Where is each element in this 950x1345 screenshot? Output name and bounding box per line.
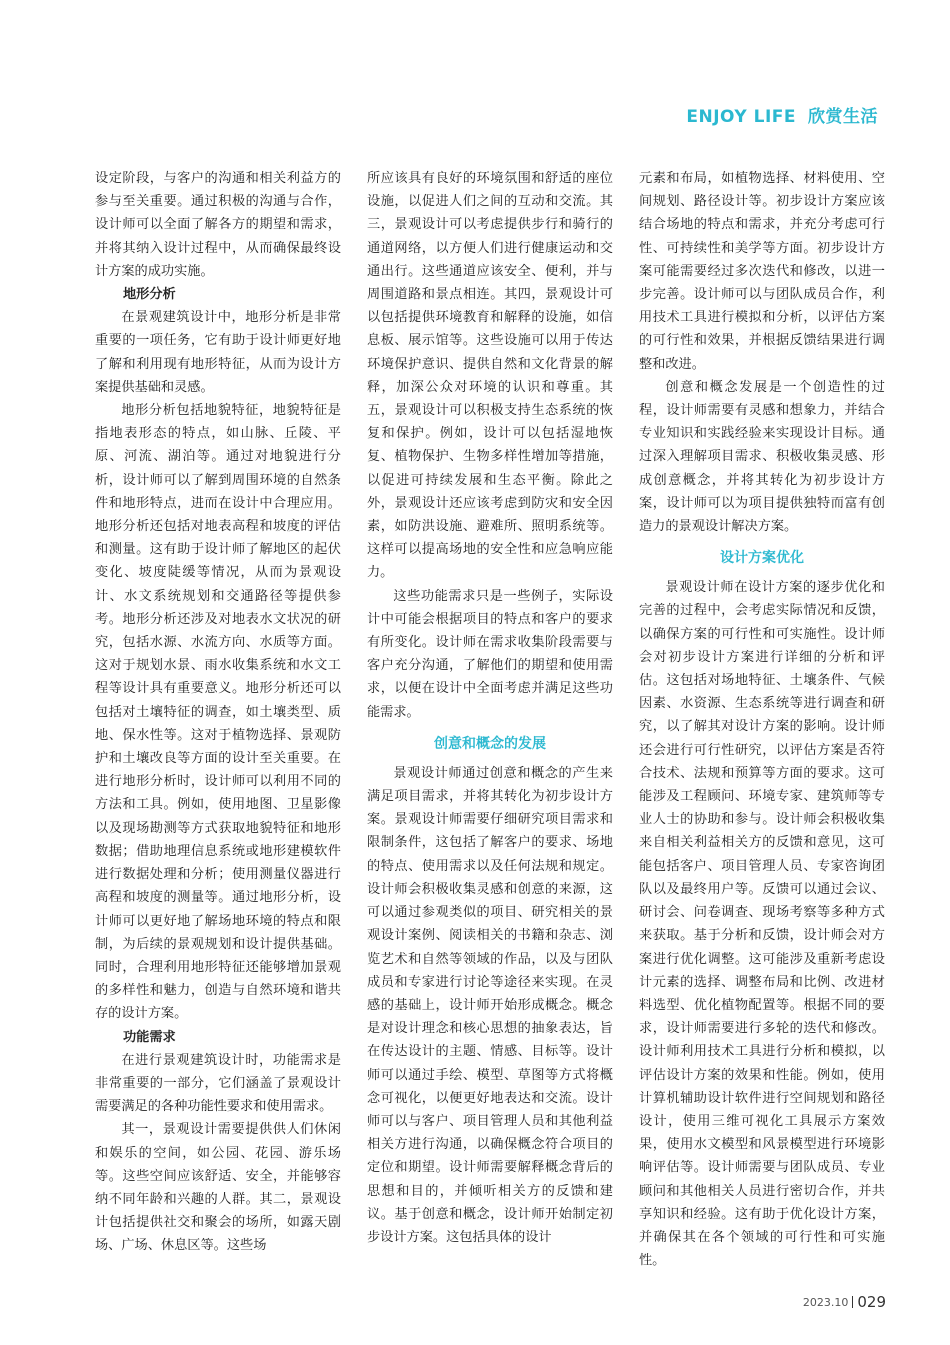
footer-divider: [852, 1296, 853, 1308]
paragraph: 设定阶段，与客户的沟通和相关利益方的参与至关重要。通过积极的沟通与合作，设计师可以全面了解各方的期望和需求，并将其纳入设计过程中，从而确保最终设计方案的成功实施。: [95, 171, 341, 279]
paragraph: 在景观建筑设计中，地形分析是非常重要的一项任务，它有助于设计师更好地了解和利用现有地形特征，从而为设计方案提供基础和灵感。: [95, 310, 341, 395]
issue-date: 2023.10: [802, 1296, 849, 1309]
column-3: [639, 167, 885, 1272]
paragraph: 地形分析包括地貌特征，地貌特征是指地表形态的特点，如山脉、丘陵、平原、河流、湖泊等。通过对地貌进行分析，设计师可以了解到周围环境的自然条件和地形特点，进而在设计中合理应用。地形分析还包括对地表高程和坡度的评估和测量。这有助于设计师了解地区的起伏变化、坡度陡缓等情况，从而为景观设计、水文系统规划和交通路径等提供参考。地形分析还涉及对地表水文状况的研究，包括水源、水流方向、水质等方面。这对于规划水景、雨水收集系统和水文工程等设计具有重要意义。地形分析还可以包括对土壤特征的调查，如土壤类型、质地、保水性等。这对于植物选择、景观防护和土壤改良等方面的设计至关重要。在进行地形分析时，设计师可以利用不同的方法和工具。例如，使用地图、卫星影像以及现场勘测等方式获取地貌特征和地形数据；借助地理信息系统或地形建模软件进行数据处理和分析；使用测量仪器进行高程和坡度的测量等。通过地形分析，设计师可以更好地了解场地环境的特点和限制，为后续的景观规划和设计提供基础。同时，合理利用地形特征还能够增加景观的多样性和魅力，创造与自然环境和谐共存的设计方案。: [95, 403, 341, 1022]
paragraph: 所应该具有良好的环境氛围和舒适的座位设施，以促进人们之间的互动和交流。其三，景观设计可以考虑提供步行和骑行的通道网络，以方便人们进行健康运动和交通出行。这些通道应该安全、便利，并与周围道路和景点相连。其四，景观设计可以包括提供环境教育和解释的设施，如信息板、展示馆等。这些设施可以用于传达环境保护意识、提供自然和文化背景的解释，加深公众对环境的认识和尊重。其五，景观设计可以积极支持生态系统的恢复和保护。例如，设计可以包括湿地恢复、植物保护、生物多样性增加等措施，以促进可持续发展和生态平衡。除此之外，景观设计还应该考虑到防灾和安全因素，如防洪设施、避难所、照明系统等。这样可以提高场地的安全性和应急响应能力。: [367, 171, 613, 581]
paragraph: 创意和概念发展是一个创造性的过程，设计师需要有灵感和想象力，并结合专业知识和实践经验来实现设计目标。通过深入理解项目需求、积极收集灵感、形成创意概念，并将其转化为初步设计方案，设计师可以为项目提供独特而富有创造力的景观设计解决方案。: [639, 379, 885, 535]
paragraph: 景观设计师在设计方案的逐步优化和完善的过程中，会考虑实际情况和反馈，以确保方案的可行性和可实施性。设计师会对初步设计方案进行详细的分析和评估。这包括对场地特征、土壤条件、气候因素、水资源、生态系统等进行调查和研究，以了解其对设计方案的影响。设计师还会进行可行性研究，以评估方案是否符合技术、法规和预算等方面的要求。这可能涉及工程顾问、环境专家、建筑师等专业人士的协助和参与。设计师会积极收集来自相关利益相关方的反馈和意见，这可能包括客户、项目管理人员、专家咨询团队以及最终用户等。反馈可以通过会议、研讨会、问卷调查、现场考察等多种方式来获取。基于分析和反馈，设计师会对方案进行优化调整。这可能涉及重新考虑设计元素的选择、调整布局和比例、改进材料选型、优化植物配置等。根据不同的要求，设计师需要进行多轮的迭代和修改。设计师利用技术工具进行分析和模拟，以评估设计方案的效果和性能。例如，使用计算机辅助设计软件进行空间规划和路径设计，使用三维可视化工具展示方案效果，使用水文模型和风景模型进行环境影响评估等。设计师需要与团队成员、专业顾问和其他相关人员进行密切合作，并共享知识和经验。这有助于优化设计方案，并确保其在各个领域的可行性和可实施性。: [639, 580, 885, 1269]
paragraph: 元素和布局，如植物选择、材料使用、空间规划、路径设计等。初步设计方案应该结合场地的特点和需求，并充分考虑可行性、可持续性和美学等方面。初步设计方案可能需要经过多次迭代和修改，以进一步完善。设计师可以与团队成员合作，利用技术工具进行模拟和分析，以评估方案的可行性和效果，并根据反馈结果进行调整和改进。: [639, 171, 885, 372]
section-heading-optimize: 设计方案优化: [720, 550, 804, 567]
subheading-function: 功能需求: [123, 1029, 176, 1045]
paragraph: 在进行景观建筑设计时，功能需求是非常重要的一部分，它们涵盖了景观设计需要满足的各种功能性要求和使用需求。: [95, 1052, 341, 1115]
paragraph: 其一，景观设计需要提供供人们休闲和娱乐的空间，如公园、花园、游乐场等。这些空间应该舒适、安全，并能够容纳不同年龄和兴趣的人群。其二，景观设计包括提供社交和聚会的场所，如露天剧场、广场、休息区等。这些场: [95, 1122, 341, 1254]
subheading-terrain: 地形分析: [123, 287, 176, 303]
section-heading-creative: 创意和概念的发展: [434, 735, 546, 752]
paragraph: 景观设计师通过创意和概念的产生来满足项目需求，并将其转化为初步设计方案。景观设计师需要仔细研究项目需求和限制条件，这包括了解客户的要求、场地的特点、使用需求以及任何法规和规定。设计师会积极收集灵感和创意的来源，这可以通过参观类似的项目、研究相关的景观设计案例、阅读相关的书籍和杂志、浏览艺术和自然等领域的作品，以及与团队成员和专家进行讨论等途径来实现。在灵感的基础上，设计师开始形成概念。概念是对设计理念和核心思想的抽象表达，旨在传达设计的主题、情感、目标等。设计师可以通过手绘、模型、草图等方式将概念可视化，以便更好地表达和交流。设计师可以与客户、项目管理人员和其他利益相关方进行沟通，以确保概念符合项目的定位和期望。设计师需要解释概念背后的思想和目的，并倾听相关方的反馈和建议。基于创意和概念，设计师开始制定初步设计方案。这包括具体的设计: [367, 765, 613, 1245]
paragraph: 这些功能需求只是一些例子，实际设计中可能会根据项目的特点和客户的要求有所变化。设计师在需求收集阶段需要与客户充分沟通，了解他们的期望和使用需求，以便在设计中全面考虑并满足这些功能需求。: [367, 588, 613, 720]
column-2: [367, 167, 613, 1249]
header-english: ENJOY LIFE: [686, 107, 796, 127]
page-footer: [803, 1293, 886, 1311]
section-header: [686, 102, 878, 127]
page-number: 029: [857, 1293, 886, 1311]
header-chinese: 欣赏生活: [808, 107, 878, 127]
column-1: [95, 167, 341, 1258]
